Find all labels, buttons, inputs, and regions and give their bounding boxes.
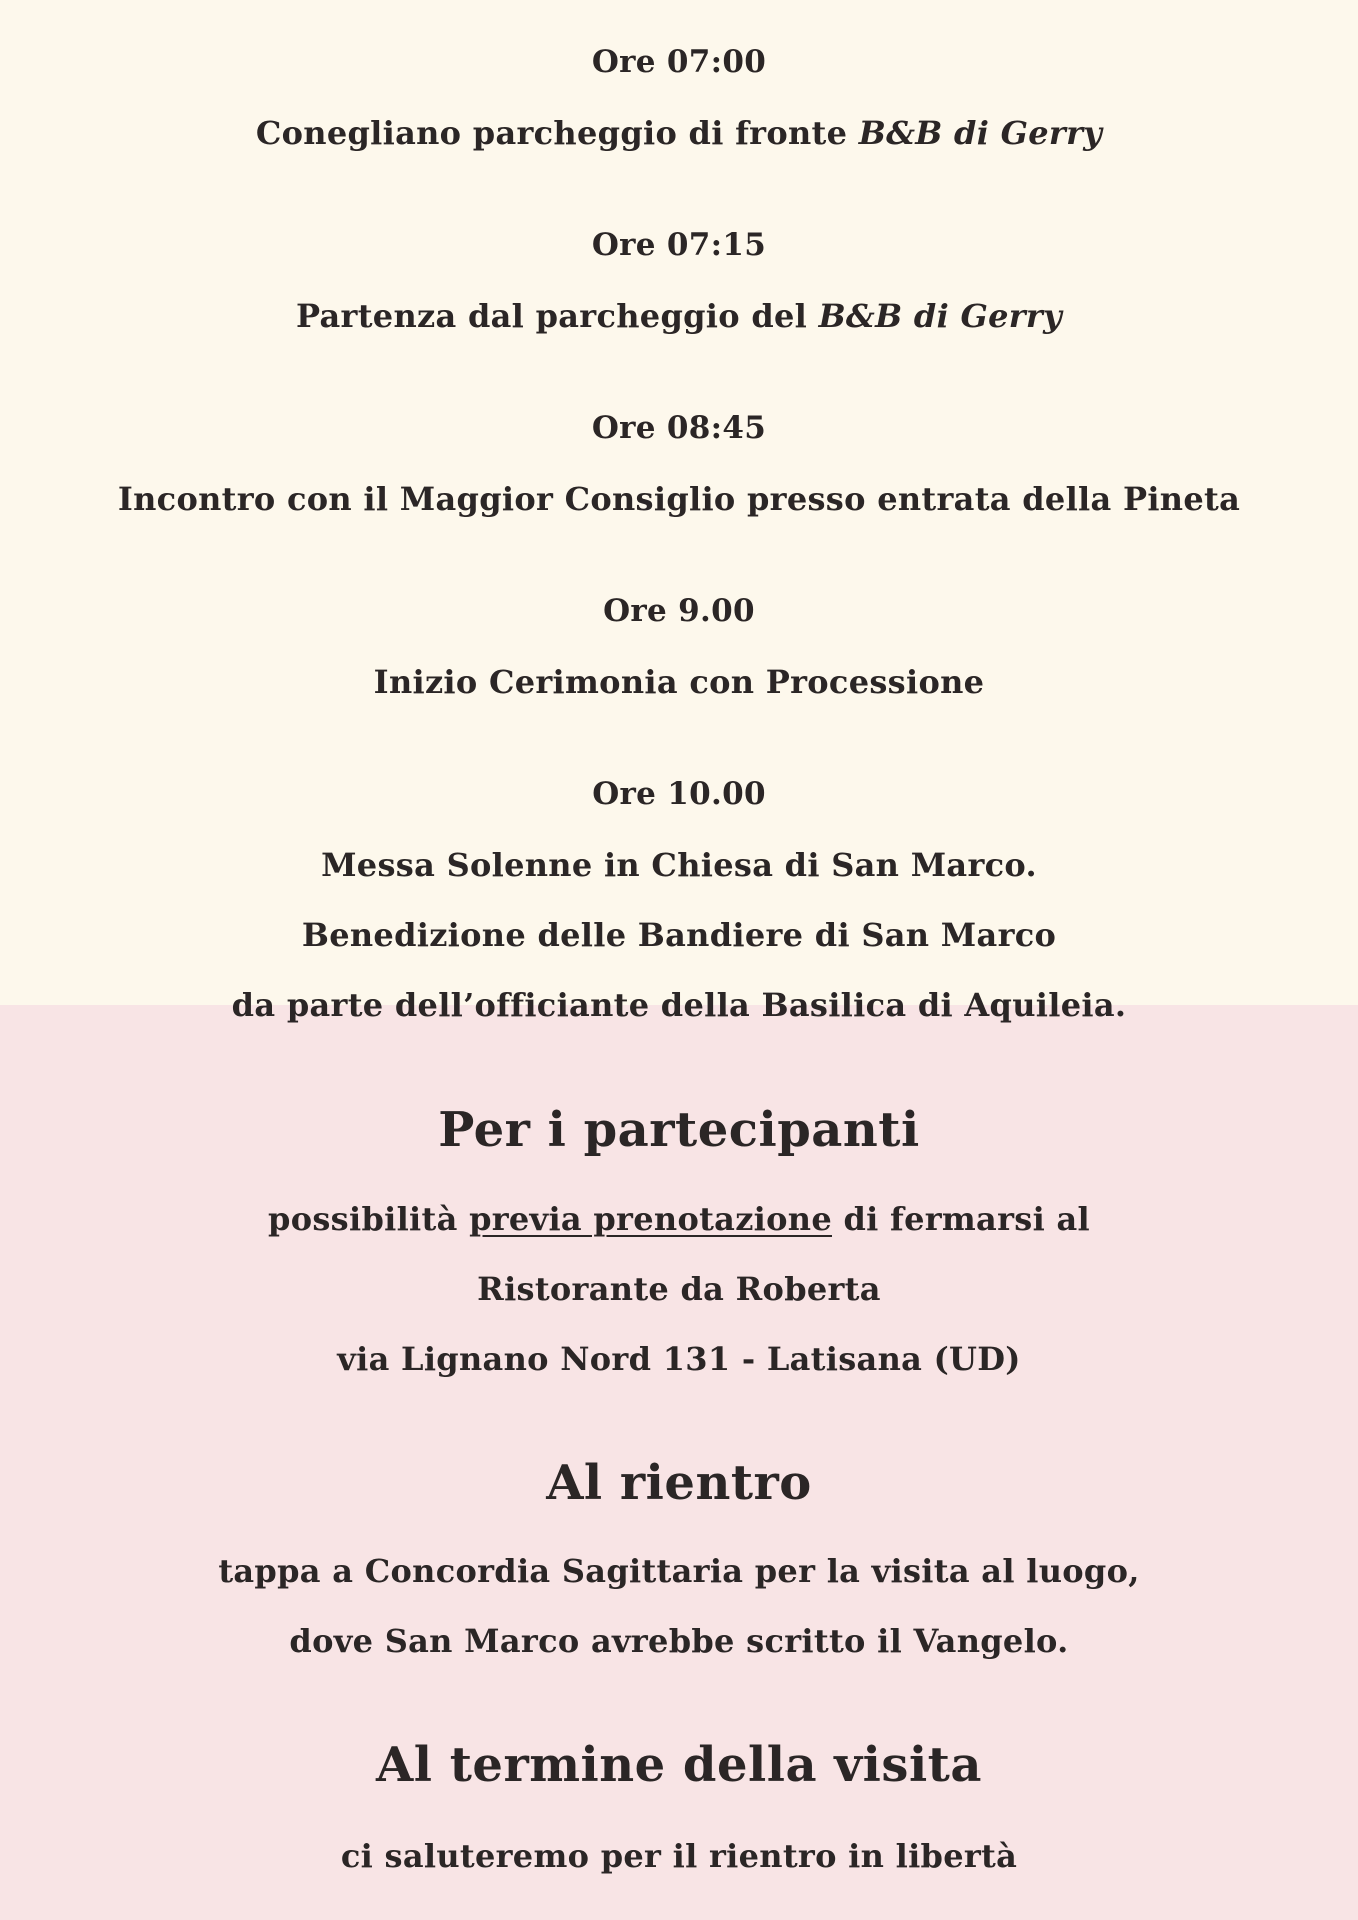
participants-reservation-text: previa prenotazione	[469, 1200, 832, 1238]
participants-line-1	[0, 1200, 1358, 1238]
schedule-time-1: Ore 07:00	[591, 44, 767, 80]
schedule-time-5: Ore 10.00	[592, 776, 766, 812]
return-line-1: tappa a Concordia Sagittaria per la visita al luogo,	[218, 1552, 1140, 1590]
participants-line-1-before: possibilità	[268, 1200, 470, 1238]
return-line-2: dove San Marco avrebbe scritto il Vangelo.	[289, 1622, 1069, 1660]
schedule-desc-5-line-3: da parte dell’officiante della Basilica di Aquileia.	[231, 986, 1127, 1024]
participants-heading: Per i partecipanti	[438, 1102, 920, 1158]
end-heading: Al termine della visita	[376, 1737, 982, 1793]
schedule-desc-2-italic: B&B di Gerry	[818, 297, 1062, 335]
schedule-desc-1	[0, 114, 1358, 152]
schedule-desc-1-italic: B&B di Gerry	[858, 114, 1103, 152]
participants-address: via Lignano Nord 131 - Latisana (UD)	[337, 1340, 1021, 1378]
schedule-time-4: Ore 9.00	[603, 593, 755, 629]
schedule-desc-5-line-1: Messa Solenne in Chiesa di San Marco.	[321, 846, 1037, 884]
schedule-desc-4: Inizio Cerimonia con Processione	[373, 663, 985, 701]
participants-line-1-after: di fermarsi al	[832, 1200, 1090, 1238]
participants-restaurant: Ristorante da Roberta	[477, 1270, 881, 1308]
schedule-time-3: Ore 08:45	[591, 410, 767, 446]
schedule-time-2: Ore 07:15	[591, 227, 767, 263]
schedule-desc-5-line-2: Benedizione delle Bandiere di San Marco	[301, 916, 1057, 954]
schedule-desc-3: Incontro con il Maggior Consiglio presso entrata della Pineta	[117, 480, 1241, 518]
end-line: ci saluteremo per il rientro in libertà	[340, 1837, 1018, 1875]
schedule-desc-2	[0, 297, 1358, 335]
schedule-desc-2-text: Partenza dal parcheggio del	[296, 297, 819, 335]
return-heading: Al rientro	[546, 1455, 812, 1511]
schedule-desc-1-text: Conegliano parcheggio di fronte	[255, 114, 859, 152]
